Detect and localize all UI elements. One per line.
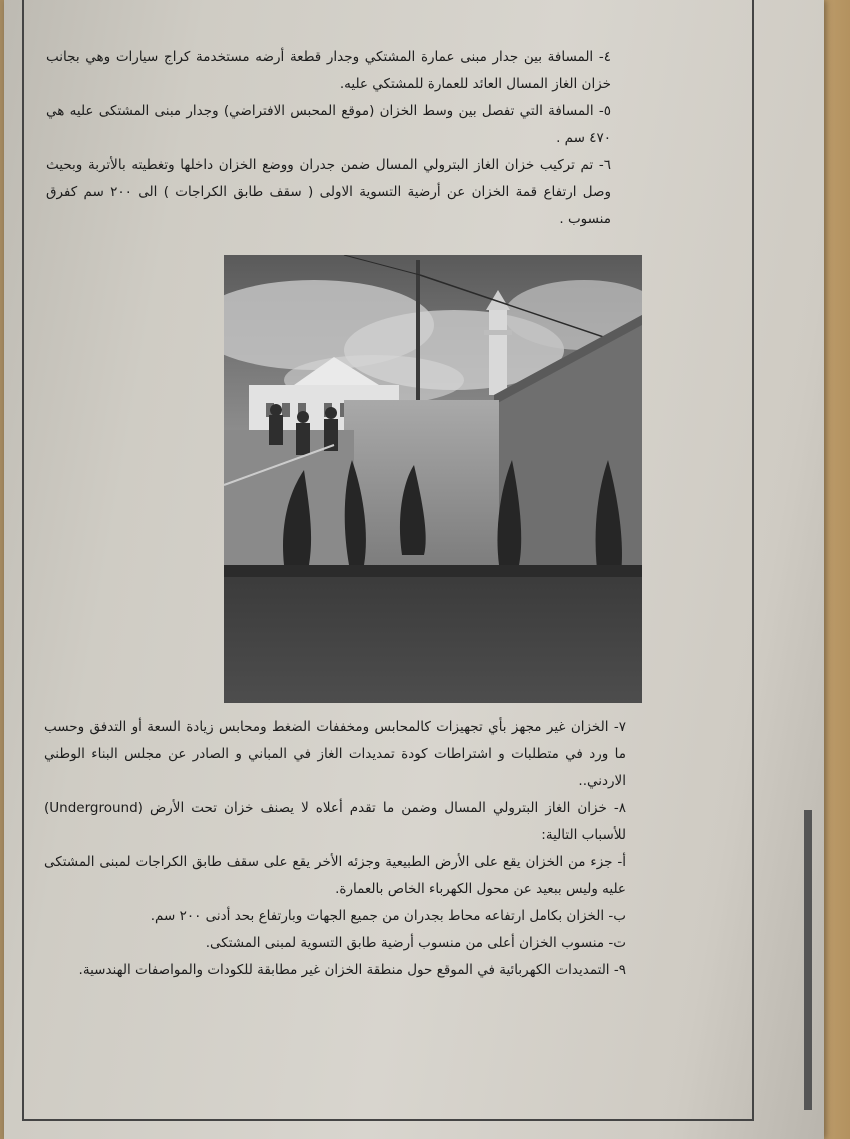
item-8a: أ- جزء من الخزان يقع على الأرض الطبيعية وجزئه الأخر يقع على سقف طابق الكراجات لمبنى المشتكى عليه وليس ببعيد عن محول الكهرباء الخاص بالعمارة. <box>44 854 626 897</box>
item-8c: ت- منسوب الخزان أعلى من منسوب أرضية طابق التسوية لمبنى المشتكى. <box>205 935 626 951</box>
item-9: ٩- التمديدات الكهربائية في الموقع حول منطقة الخزان غير مطابقة للكودات والمواصفات الهندسية. <box>78 962 626 978</box>
item-7: ٧- الخزان غير مجهز بأي تجهيزات كالمحابس ومخففات الضغط ومحابس زيادة السعة أو التدفق وحسب ما ورد في متطلبات و اشتراطات كودة تمديدات الغاز في المباني و الصادر عن مجلس البناء الوطني الاردني.. <box>44 719 626 789</box>
items-bottom <box>44 714 626 984</box>
margin-marker-bar <box>804 810 812 1110</box>
item-4: ٤- المسافة بين جدار مبنى عمارة المشتكي وجدار قطعة أرضه مستخدمة كراج سيارات وهي بجانب خزان الغاز المسال العائد للعمارة للمشتكي عليه. <box>46 49 611 92</box>
site-photo-image <box>224 255 642 703</box>
item-8: ٨- خزان الغاز البترولي المسال وضمن ما تقدم أعلاه لا يصنف خزان تحت الأرض (Underground) للأسباب التالية: <box>44 800 626 843</box>
item-6: ٦- تم تركيب خزان الغاز البترولي المسال ضمن جدران ووضع الخزان داخلها وتغطيته بالأتربة وبحيث وصل ارتفاع قمة الخزان عن أرضية التسوية الاولى ( سقف طابق الكراجات ) الى ٢٠٠ سم كفرق منسوب . <box>46 157 612 227</box>
item-5: ٥- المسافة التي تفصل بين وسط الخزان (موقع المحبس الافتراضي) وجدار مبنى المشتكى عليه هي ٤٧٠ سم . <box>46 103 611 146</box>
items-top <box>46 44 611 233</box>
site-photo <box>224 255 642 703</box>
item-8b: ب- الخزان بكامل ارتفاعه محاط بجدران من جميع الجهات وبارتفاع بحد أدنى ٢٠٠ سم. <box>150 908 626 924</box>
